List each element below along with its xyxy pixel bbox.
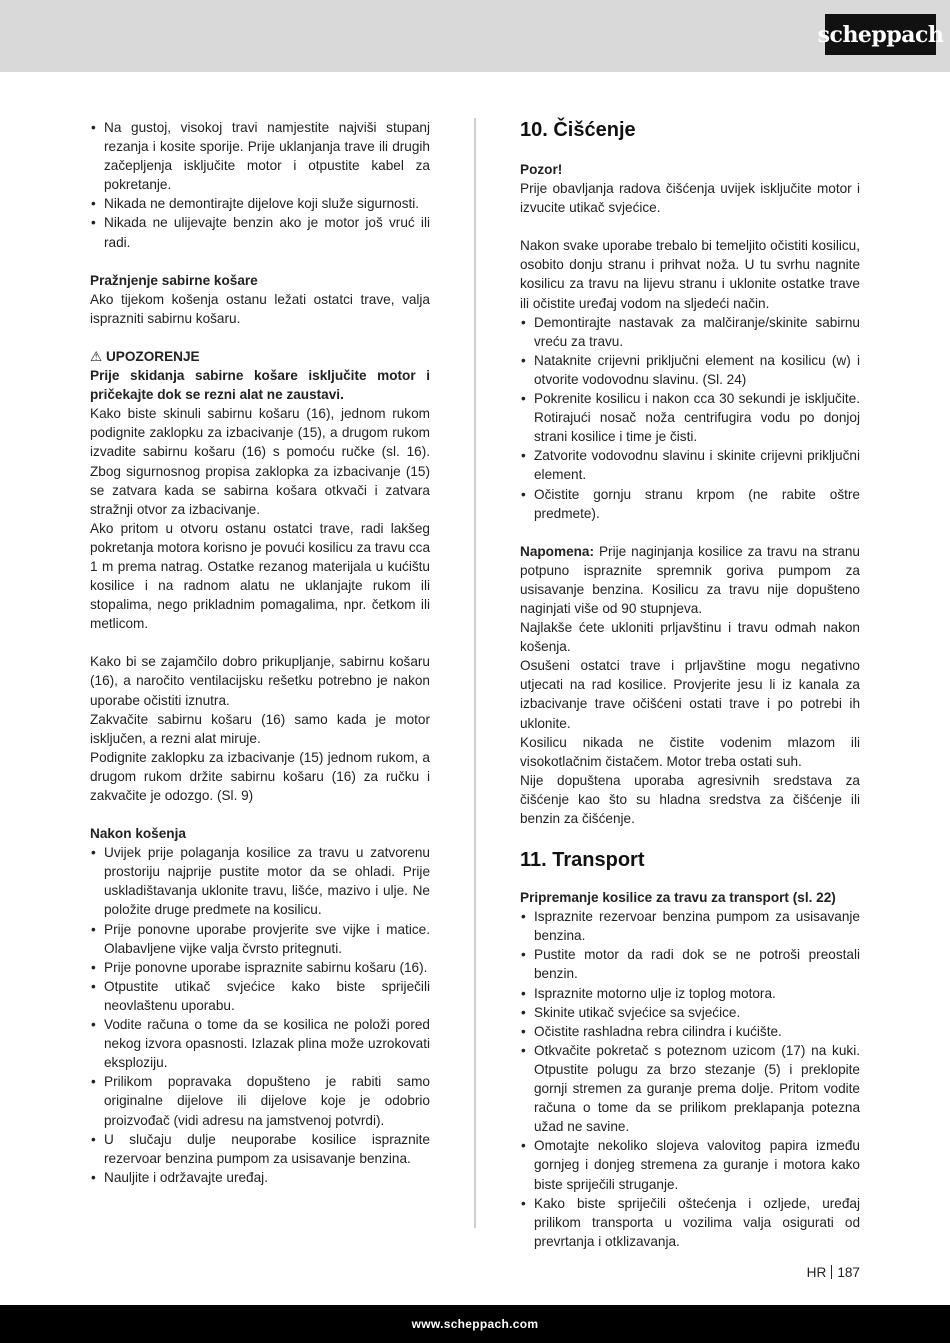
brand-logo: scheppach: [825, 14, 936, 55]
list-item: • U slučaju dulje neuporabe kosilice ispraznite rezervoar benzina pumpom za usisavanje benzina.: [90, 1130, 430, 1168]
list-item: • Prije ponovne uporabe ispraznite sabirnu košaru (16).: [90, 958, 430, 977]
list-item: • Očistite rashladna rebra cilindra i kućište.: [520, 1022, 860, 1041]
transport-steps-list: [520, 907, 860, 1251]
separator: [831, 1265, 832, 1279]
section-heading-after-mowing: Nakon košenja: [90, 826, 186, 842]
paragraph: Osušeni ostatci trave i prljavštine mogu negativno utjecati na rad kosilice. Provjerite jesu li iz kanala za izbacivanje trave očišćeni ostati trave i po potrebi ih uklonite.: [520, 658, 860, 731]
footer-url[interactable]: www.scheppach.com: [411, 1317, 539, 1331]
list-item: • Vodite računa o tome da se kosilica ne položi pored nekog izvora opasnosti. Izlazak plina može uzrokovati eksploziju.: [90, 1015, 430, 1072]
section-title-cleaning: 10. Čišćenje: [520, 119, 636, 141]
paragraph: Podignite zaklopku za izbacivanje (15) jednom rukom, a drugom rukom držite sabirnu košaru (16) za ručku i zakvačite je odozgo. (Sl. 9): [90, 749, 430, 803]
list-item: • Kako biste spriječili oštećenja i ozljede, uređaj prilikom transporta u vozilima valja osigurati od prevrtanja i otklizavanja.: [520, 1194, 860, 1251]
caution-label: Pozor!: [520, 162, 563, 177]
list-item: • Omotajte nekoliko slojeva valovitog papira između gornjeg i donjeg stremena za guranje i motora kako biste spriječili struganje.: [520, 1136, 860, 1193]
list-item: • Na gustoj, visokoj travi namjestite najviši stupanj rezanja i kosite sporije. Prije uklanjanja trave ili drugih začepljenja isključite motor i otpustite kabel za pokretanje.: [90, 118, 430, 194]
list-item: • Otpustite utikač svjećice kako biste spriječili neovlaštenu uporabu.: [90, 977, 430, 1015]
left-column: [90, 118, 430, 1187]
warning-text: Prije skidanja sabirne košare isključite motor i pričekajte dok se rezni alat ne zaustavi.: [90, 368, 430, 403]
cleaning-steps-list: [520, 313, 860, 523]
paragraph: Kosilicu nikada ne čistite vodenim mlazom ili visokotlačnim čistačem. Motor treba ostati suh.: [520, 734, 860, 769]
paragraph: Nije dopuštena uporaba agresivnih sredstava za čišćenje kao što su hladna sredstva za čišćenje ili benzin za čišćenje.: [520, 772, 860, 826]
paragraph: Nakon svake uporabe trebalo bi temeljito očistiti kosilicu, osobito donju stranu i prihvat noža. U tu svrhu nagnite kosilicu za travu na lijevu stranu i uklonite ostatke trave ili očistite uređaj vodom na sljedeći način.: [520, 238, 861, 311]
list-item: • Nataknite crijevni priključni element na kosilicu (w) i otvorite vodovodnu slavinu. (Sl. 24): [520, 351, 860, 389]
after-mowing-list: [90, 843, 430, 1187]
page-number-value: 187: [837, 1265, 860, 1280]
list-item: • Prije ponovne uporabe provjerite sve vijke i matice. Olabavljene vijke valja čvrsto pritegnuti.: [90, 920, 430, 958]
list-item: • Demontirajte nastavak za malčiranje/skinite sabirnu vreću za travu.: [520, 313, 860, 351]
section-heading-transport: Pripremanje kosilice za travu za transport (sl. 22): [520, 890, 836, 906]
warning-label: ⚠ UPOZORENJE: [90, 348, 200, 364]
mowing-tips-list: [90, 118, 430, 252]
paragraph: Ako tijekom košenja ostanu ležati ostatci trave, valja isprazniti sabirnu košaru.: [90, 291, 430, 326]
note-paragraph: [520, 542, 860, 618]
list-item: • Otkvačite pokretač s poteznom uzicom (17) na kuki. Otpustite polugu za brzo stezanje (5) i preklopite gornji stremen za guranje prema dolje. Pritom vodite računa o tome da se prilikom preklapanja potezna užad ne savine.: [520, 1041, 860, 1136]
list-item: • Ispraznite motorno ulje iz toplog motora.: [520, 984, 860, 1003]
list-item: • Nauljite i održavajte uređaj.: [90, 1168, 430, 1187]
section-heading-emptying: Pražnjenje sabirne košare: [90, 272, 258, 288]
note-label: Napomena:: [520, 543, 595, 559]
list-item: • Uvijek prije polaganja kosilice za travu u zatvorenu prostoriju najprije pustite motor da se ohladi. Prije uskladištavanja uklonite travu, lišće, mazivo i ulje. Ne položite druge predmete na kosilicu.: [90, 843, 430, 919]
paragraph: Kako biste skinuli sabirnu košaru (16), jednom rukom podignite zaklopku za izbacivanje (15), a drugom rukom izvadite sabirnu košaru (16) s pomoću ručke (sl. 16). Zbog sigurnosnog propisa zaklopka za izbacivanje (15) se zatvara kada se sabirna košara otkvači i zatvara stražnji otvor za izbacivanje.: [90, 406, 430, 517]
paragraph: Ako pritom u otvoru ostanu ostatci trave, radi lakšeg pokretanja motora korisno je povući kosilicu za travu cca 1 m prema natrag. Ostatke rezanog materijala u kućištu kosilice i na radnom alatu ne uklanjajte rukom ili stopalima, nego prikladnim pomagalima, npr. četkom ili metlicom.: [90, 520, 431, 632]
list-item: • Pustite motor da radi dok se ne potroši preostali benzin.: [520, 945, 860, 983]
language-code: HR: [806, 1265, 827, 1280]
list-item: • Zatvorite vodovodnu slavinu i skinite crijevni priključni element.: [520, 446, 860, 484]
paragraph: Najlakše ćete ukloniti prljavštinu i travu odmah nakon košenja.: [520, 620, 860, 655]
list-item: • Očistite gornju stranu krpom (ne rabite oštre predmete).: [520, 485, 860, 523]
paragraph: Zakvačite sabirnu košaru (16) samo kada je motor isključen, a rezni alat miruje.: [90, 711, 430, 746]
list-item: • Skinite utikač svjećice sa svjećice.: [520, 1003, 860, 1022]
list-item: • Nikada ne ulijevajte benzin ako je motor još vruć ili radi.: [90, 213, 430, 251]
header-bar: [0, 0, 950, 72]
paragraph: Kako bi se zajamčilo dobro prikupljanje, sabirnu košaru (16), a naročito ventilacijsku rešetku potrebno je nakon uporabe očistiti iznutra.: [90, 654, 430, 708]
paragraph: Prije obavljanja radova čišćenja uvijek isključite motor i izvucite utikač svjećice.: [520, 181, 860, 216]
right-column: [520, 118, 860, 1251]
page-number: [807, 1265, 860, 1280]
footer-bar: [0, 1305, 950, 1343]
list-item: • Nikada ne demontirajte dijelove koji služe sigurnosti.: [90, 194, 430, 213]
list-item: • Pokrenite kosilicu i nakon cca 30 sekundi je isključite. Rotirajući nosač noža centrifugira vodu po donjoj strani kosilice i time je čisti.: [520, 389, 860, 446]
list-item: • Prilikom popravaka dopušteno je rabiti samo originalne dijelove ili dijelove koje je odobrio proizvođač (vidi adresu na jamstvenoj potvrdi).: [90, 1072, 430, 1129]
column-divider: [474, 118, 476, 1228]
section-title-transport: 11. Transport: [520, 849, 645, 872]
note-text: Prije naginjanja kosilice za travu na stranu potpuno ispraznite spremnik goriva pumpom za usisavanje benzina. Kosilicu za travu nije dopušteno naginjati više od 90 stupnjeva.: [520, 543, 860, 616]
list-item: • Ispraznite rezervoar benzina pumpom za usisavanje benzina.: [520, 907, 860, 945]
